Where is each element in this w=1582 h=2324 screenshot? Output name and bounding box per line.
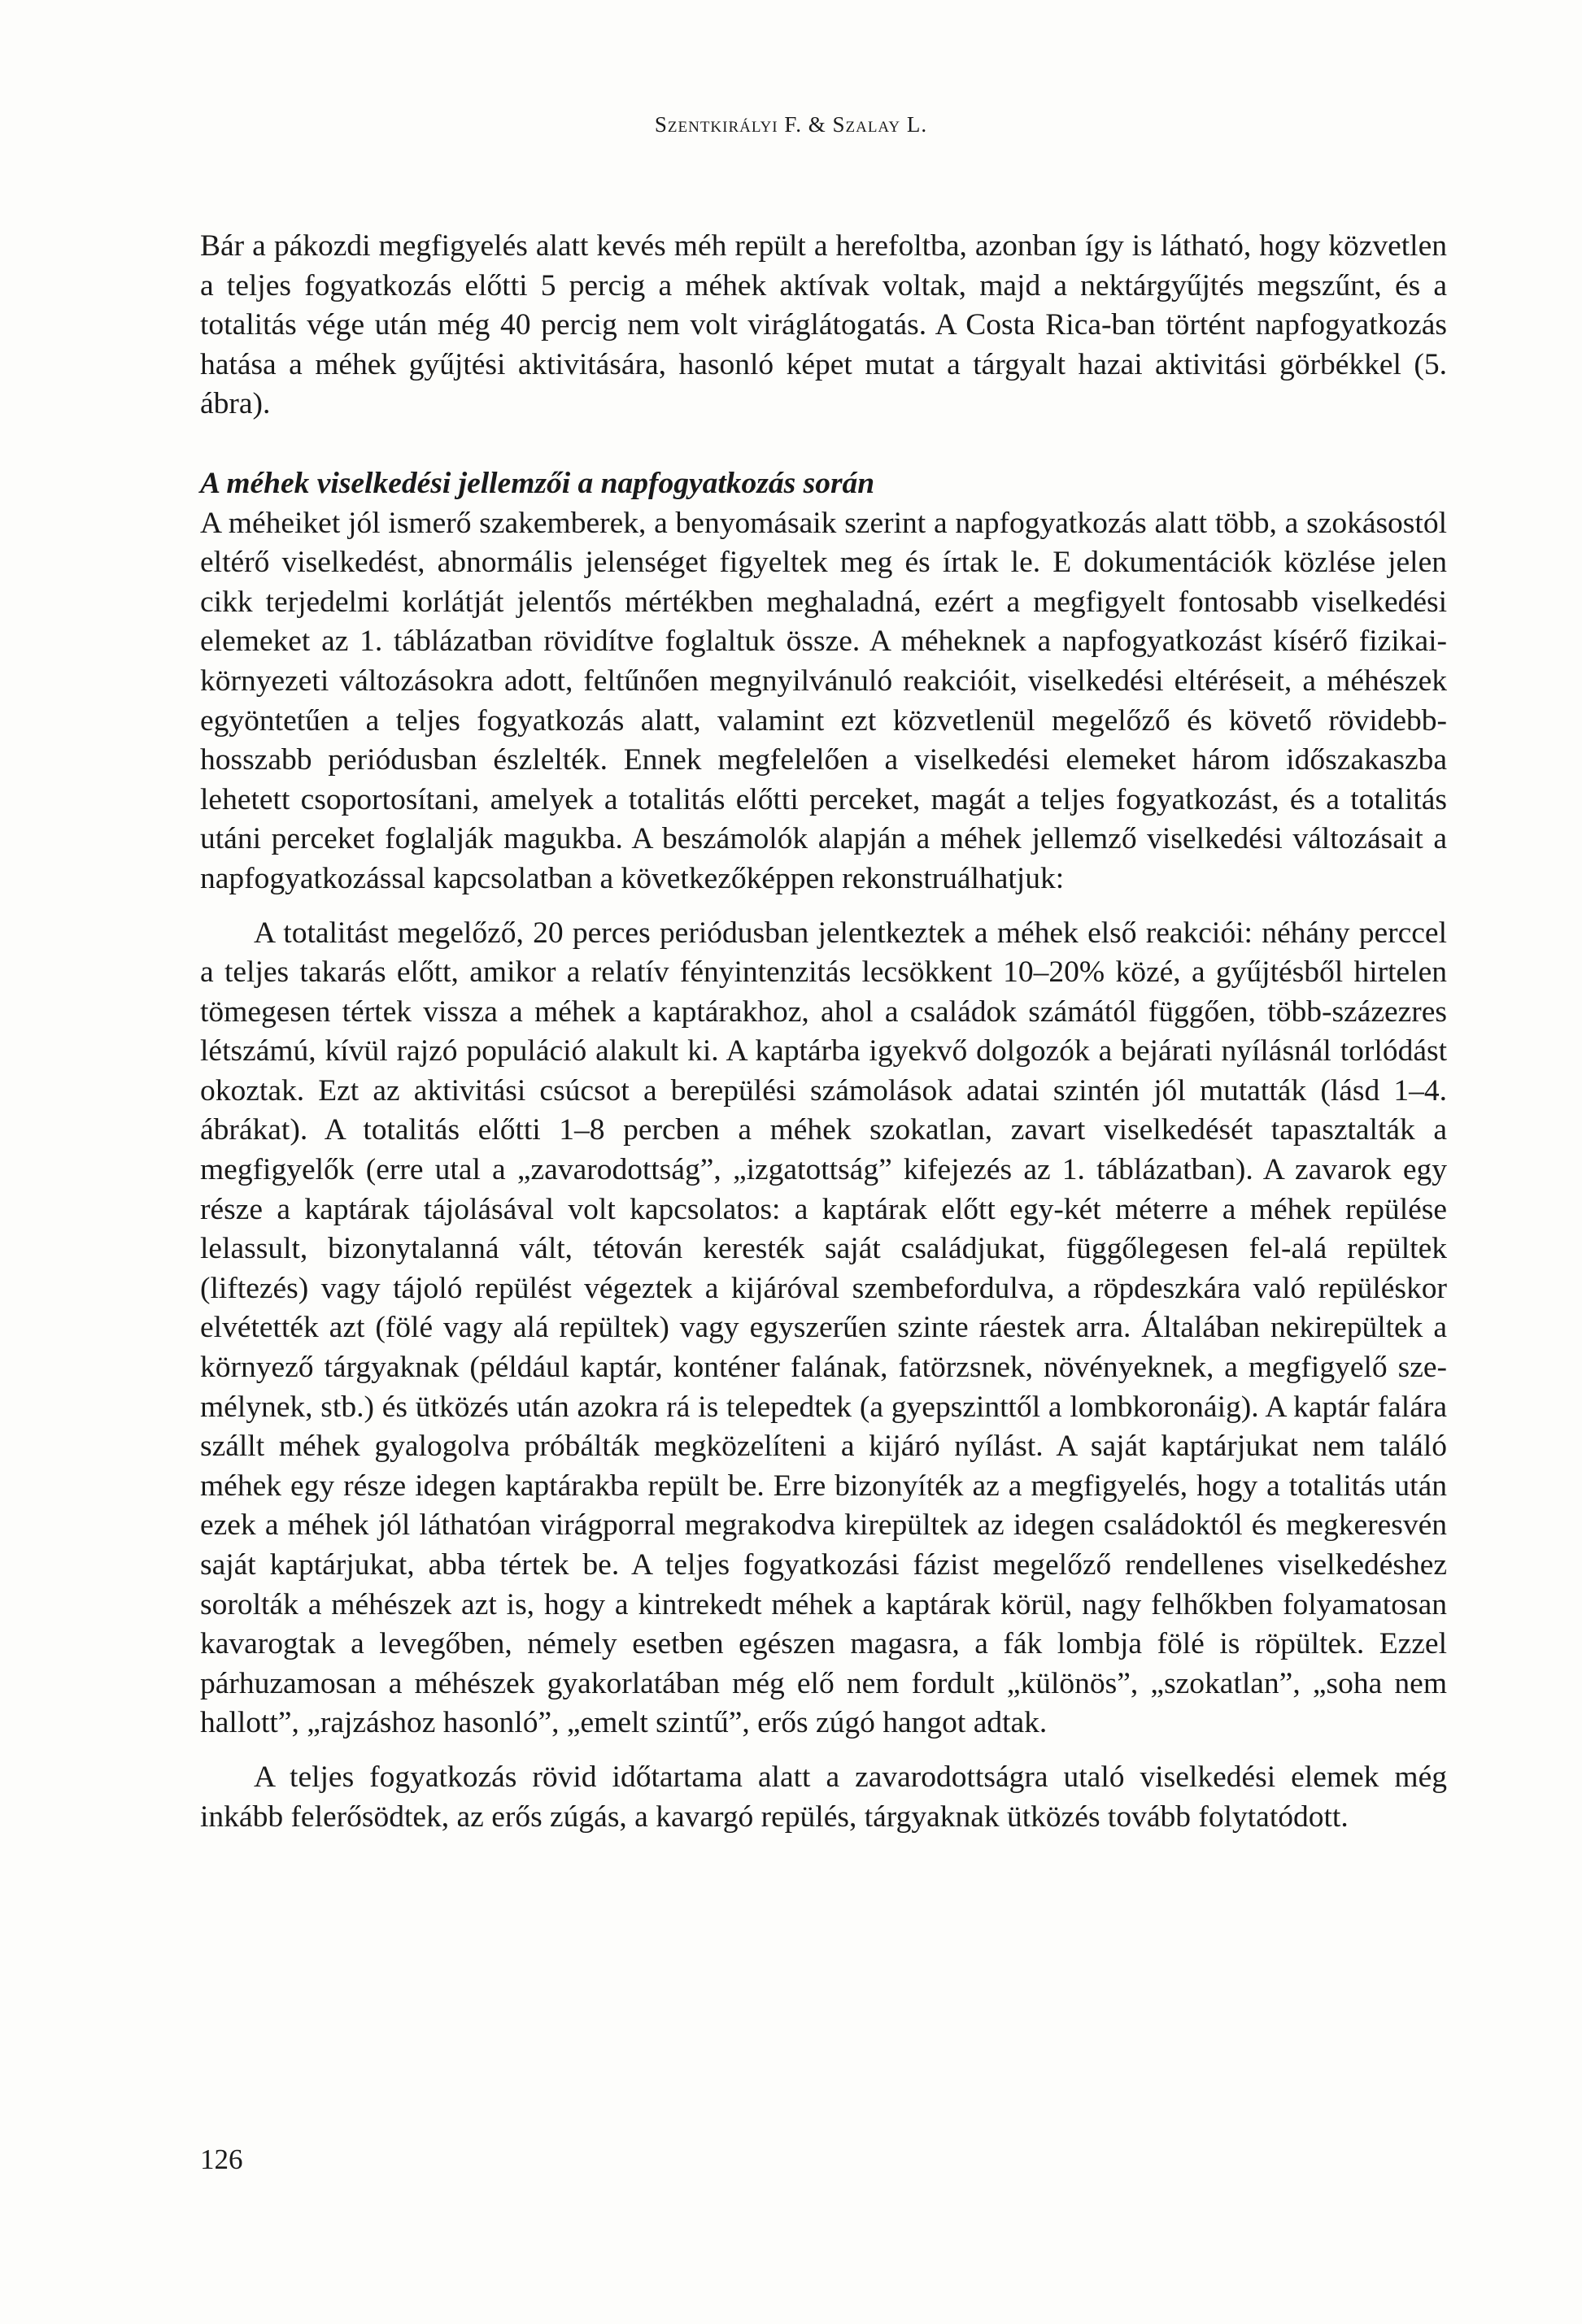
- page-number: 126: [200, 2143, 243, 2175]
- paragraph: Bár a pákozdi megfigyelés alatt kevés méh repült a herefoltba, azonban így is látható, hogy közvetlen a teljes fogyatkozás előtti 5 percig a méhek aktívak voltak, majd a nektárgyűjtés megszűnt, és a totalitás vége után még 40 percig nem volt viráglátogatás. A Costa Rica-ban történt napfogyatkozás hatása a méhek gyűjtési aktivitására, hasonló képet mutat a tárgyalt hazai aktivitási görbékkel (5. ábra).: [200, 229, 1447, 421]
- paragraph: A totalitást megelőző, 20 perces periódusban jelentkeztek a méhek első reakciói: néhány perccel a teljes takarás előtt, amikor a relatív fényintenzitás lecsökkent 10–20% közé, a gyűjtésből hirtelen tömegesen tértek vissza a méhek a kaptárakhoz, ahol a családok számától függően, több-százezres létszámú, kívül rajzó populáció alakult ki. A kaptárba igyekvő dolgozók a bejárati nyílásnál torlódást okoztak. Ezt az aktivitási csúcsot a berepülési számolások adatai szintén jól mutatták (lásd 1–4. ábrákat). A totalitás előtti 1–8 percben a méhek szokatlan, zavart viselkedését tapasztalták a megfigyelők (erre utal a „zavarodottság”, „izgatottság” kifejezés az 1. táblázatban). A zavarok egy része a kaptárak tájolásával volt kapcsolatos: a kaptárak előtt egy-két méterre a méhek repülése lelassult, bizonytalanná vált, tétován keresték saját családjukat, függőlegesen fel-alá repültek (liftezés) vagy tájoló repülést végeztek a kijáróval szembefordulva, a röpdeszkára való repüléskor elvétették azt (fölé vagy alá repültek) vagy egyszerűen szinte ráestek arra. Általában nekirepültek a környező tárgyaknak (például kaptár, konténer falának, fatörzsnek, növényeknek, a megfigyelő személynek, stb.) és ütközés után azokra rá is telepedtek (a gyepszinttől a lombkoronáig). A kaptár falára szállt méhek gyalogolva próbálták megközelíteni a kijáró nyílást. A saját kaptárjukat nem találó méhek egy része idegen kaptárakba repült be. Erre bizonyíték az a megfigyelés, hogy a totalitás után ezek a méhek jól láthatóan virágporral megrakodva kirepültek az idegen családoktól és megkeresvén saját kaptárjukat, abba tértek be. A teljes fogyatkozási fázist megelőző rendellenes viselkedéshez sorolták a méhészek azt is, hogy a kintrekedt méhek a kaptárak körül, nagy felhőkben folyamatosan kavarogtak a levegőben, némely esetben egészen magasra, a fák lombja fölé is röpültek. Ezzel párhuzamosan a méhészek gyakorlatában még elő nem fordult „különös”, „szokatlan”, „soha nem hallott”, „rajzáshoz hasonló”, „emelt szintű”, erős zúgó hangot adtak.: [200, 916, 1447, 1740]
- paragraph: A teljes fogyatkozás rövid időtartama alatt a zavarodottságra utaló viselkedési elemek még inkább felerősödtek, az erős zúgás, a kavargó repülés, tárgyaknak ütközés tovább folytatódott.: [200, 1760, 1447, 1834]
- section-heading: A méhek viselkedési jellemzői a napfogyatkozás során: [200, 466, 875, 500]
- body-text: [200, 227, 1447, 1837]
- running-header: Szentkirályi F. & Szalay L.: [654, 112, 928, 137]
- paragraph: A méheiket jól ismerő szakemberek, a benyomásaik szerint a napfogyatkozás alatt több, a szokásostól eltérő viselkedést, abnormális jelenséget figyeltek meg és írtak le. E dokumentációk közlése jelen cikk terjedelmi korlátját jelentős mértékben meghaladná, ezért a megfigyelt fontosabb viselkedési elemeket az 1. táblázatban rövidítve foglaltuk össze. A méheknek a napfogyatkozást kísérő fizikai-környezeti változásokra adott, feltűnően megnyilvánuló reakcióit, viselkedési eltéréseit, a méhészek egyöntetűen a teljes fogyatkozás alatt, valamint ezt közvetlenül megelőző és követő rövidebb-hosszabb periódusban észlelték. Ennek megfelelően a viselkedési elemeket három időszakaszba lehetett csoportosítani, amelyek a totalitás előtti perceket, magát a teljes fogyatkozást, és a totalitás utáni perceket foglalják magukba. A beszámolók alapján a méhek jellemző viselkedési változásait a napfogyatkozással kapcsolatban a következőképpen rekonstruálhatjuk:: [200, 506, 1447, 895]
